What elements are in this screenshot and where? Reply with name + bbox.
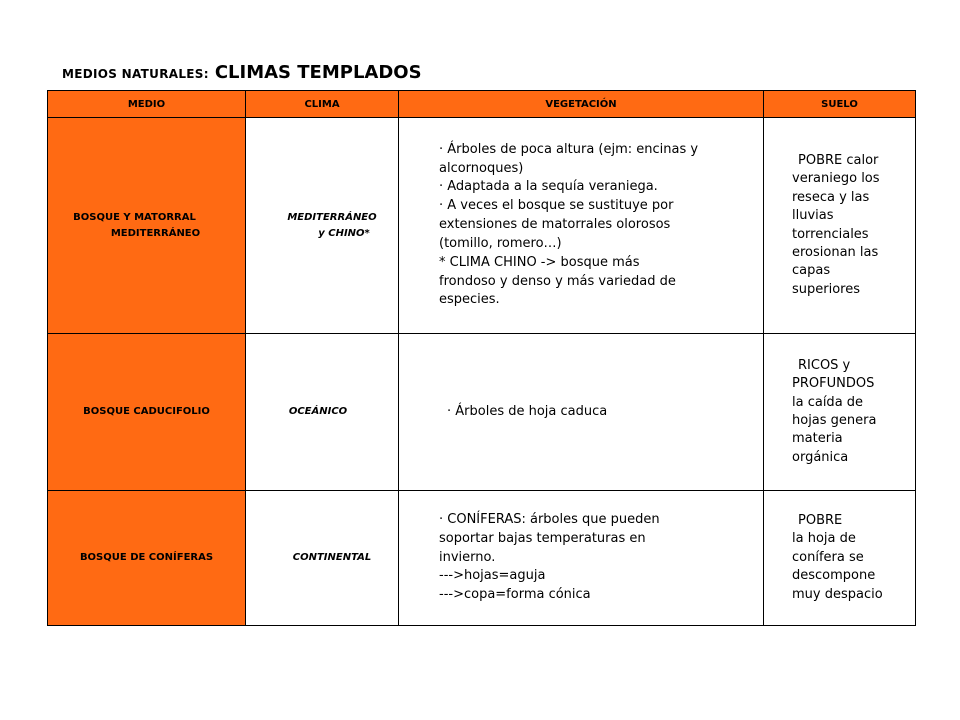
medio-cell xyxy=(48,118,246,334)
table-row xyxy=(48,491,916,626)
suelo-line: POBRE xyxy=(798,512,843,528)
vegetacion-line: (tomillo, romero…) xyxy=(439,235,562,251)
vegetacion-cell xyxy=(399,491,764,626)
vegetacion-line: --->hojas=aguja xyxy=(439,568,546,584)
header-suelo: SUELO xyxy=(764,91,916,118)
suelo-line: conífera se xyxy=(792,549,864,565)
suelo-line: RICOS y xyxy=(798,357,851,373)
suelo-line: reseca y las xyxy=(792,189,870,205)
suelo-line: erosionan las xyxy=(792,244,879,260)
vegetacion-line: · Árboles de hoja caduca xyxy=(447,403,608,419)
page-title xyxy=(62,62,422,83)
header-clima: CLIMA xyxy=(246,91,399,118)
medio-cell xyxy=(48,491,246,626)
table-row xyxy=(48,334,916,491)
clima-line: MEDITERRÁNEO xyxy=(287,211,377,223)
suelo-line: la caída de xyxy=(792,394,864,410)
suelo-line: PROFUNDOS xyxy=(792,376,875,392)
vegetacion-line: frondoso y denso y más variedad de xyxy=(439,273,676,289)
suelo-line: la hoja de xyxy=(792,531,856,547)
suelo-line: materia xyxy=(792,431,843,447)
title-main: CLIMAS TEMPLADOS xyxy=(214,62,422,83)
vegetacion-line: · Adaptada a la sequía veraniega. xyxy=(439,179,658,195)
vegetacion-cell xyxy=(399,118,764,334)
clima-line: y CHINO* xyxy=(318,227,370,239)
suelo-line: muy despacio xyxy=(792,586,883,602)
vegetacion-cell xyxy=(399,334,764,491)
suelo-line: capas xyxy=(792,263,831,279)
clima-cell xyxy=(246,118,399,334)
header-medio: MEDIO xyxy=(48,91,246,118)
suelo-cell xyxy=(764,491,916,626)
suelo-line: POBRE calor xyxy=(798,152,879,168)
medio-line: MEDITERRÁNEO xyxy=(110,227,201,239)
header-vegetacion: VEGETACIÓN xyxy=(399,91,764,118)
suelo-line: hojas genera xyxy=(792,413,877,428)
suelo-line: superiores xyxy=(792,281,861,297)
vegetacion-line: invierno. xyxy=(439,549,496,565)
medio-line: BOSQUE Y MATORRAL xyxy=(73,211,196,223)
title-prefix: MEDIOS NATURALES: xyxy=(62,67,209,81)
suelo-line: torrenciales xyxy=(792,226,869,242)
suelo-line: orgánica xyxy=(792,449,849,465)
header-row xyxy=(48,91,916,118)
suelo-cell xyxy=(764,334,916,491)
clima-cell xyxy=(246,491,399,626)
vegetacion-line: · Árboles de poca altura (ejm: encinas y xyxy=(439,141,699,157)
vegetacion-line: · A veces el bosque se sustituye por xyxy=(439,198,674,214)
climas-table xyxy=(47,90,916,626)
vegetacion-line: especies. xyxy=(439,292,500,308)
vegetacion-line: · CONÍFERAS: árboles que pueden xyxy=(439,511,660,527)
vegetacion-line: soportar bajas temperaturas en xyxy=(439,530,646,546)
medio-line: BOSQUE CADUCIFOLIO xyxy=(83,406,210,417)
vegetacion-line: alcornoques) xyxy=(439,160,524,176)
medio-cell xyxy=(48,334,246,491)
vegetacion-line: extensiones de matorrales olorosos xyxy=(439,217,671,233)
table-row xyxy=(48,118,916,334)
suelo-line: descompone xyxy=(792,568,876,584)
vegetacion-line: * CLIMA CHINO -> bosque más xyxy=(439,254,640,270)
clima-line: CONTINENTAL xyxy=(292,552,372,563)
suelo-line: lluvias xyxy=(792,208,834,224)
suelo-cell xyxy=(764,118,916,334)
clima-line: OCEÁNICO xyxy=(288,406,348,417)
medio-line: BOSQUE DE CONÍFERAS xyxy=(79,552,214,563)
clima-cell xyxy=(246,334,399,491)
vegetacion-line: --->copa=forma cónica xyxy=(439,587,591,603)
suelo-line: veraniego los xyxy=(792,171,880,187)
